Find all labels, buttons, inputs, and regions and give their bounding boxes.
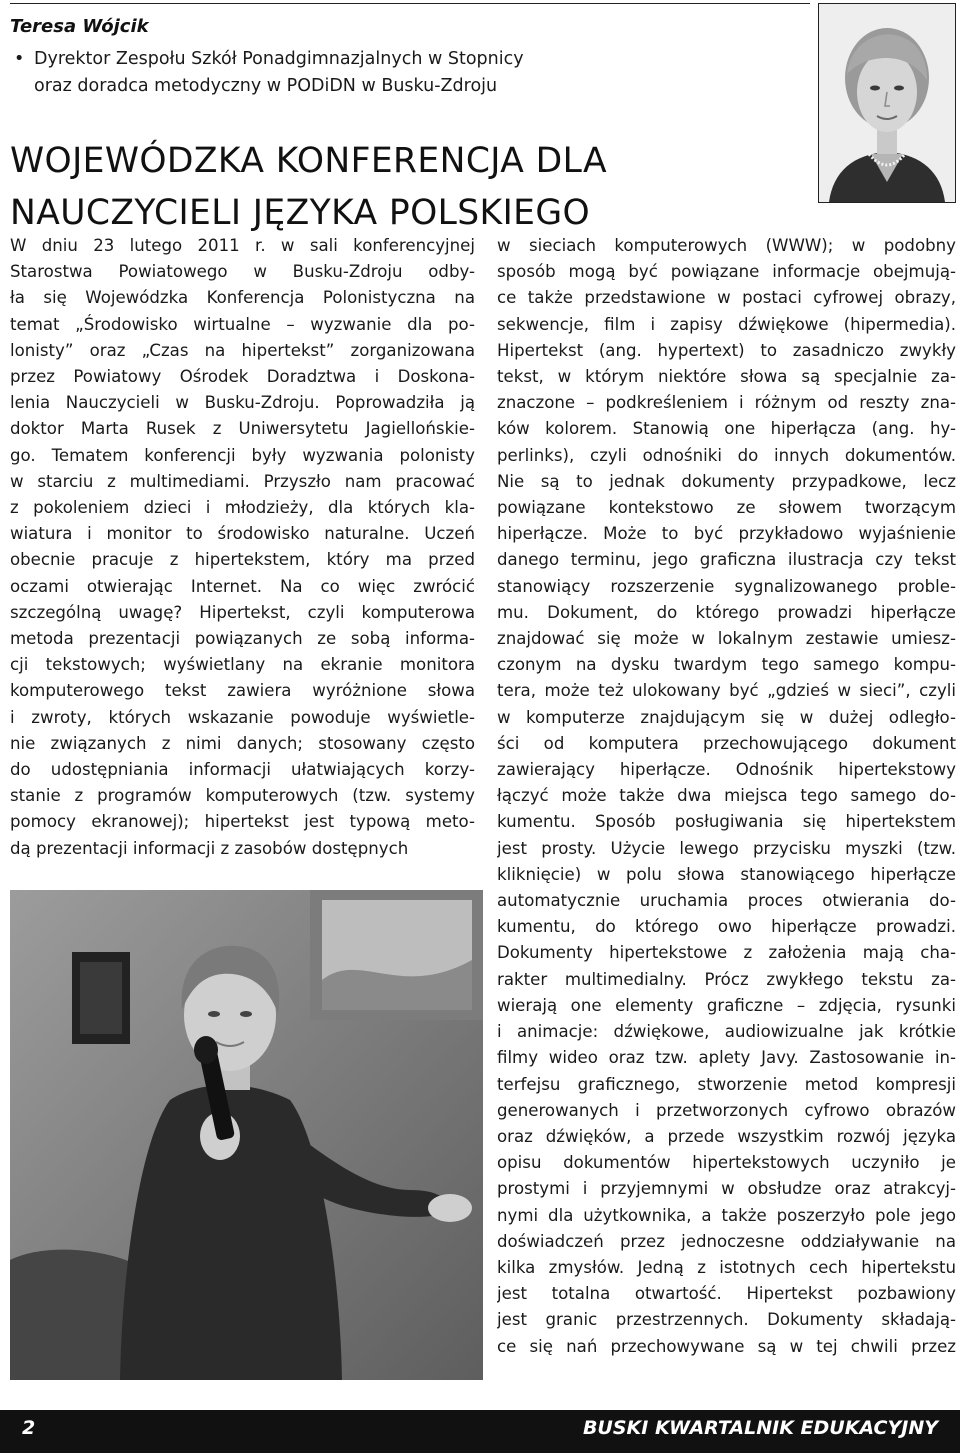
publication-title: BUSKI KWARTALNIK EDUKACYJNY <box>582 1417 938 1439</box>
text-line: hiperłącze. Może to być przykładowo wyjaśnienie <box>497 524 956 544</box>
text-line: wierają one elementy graficzne – zdjęcia, rysunki <box>497 995 956 1015</box>
text-line: stanie z programów komputerowych (tzw. systemy <box>10 786 475 806</box>
text-line: oczami otwierając Internet. Na co więc zwrócić <box>10 576 475 596</box>
article-column-left <box>10 233 475 862</box>
text-line: sekwencje, film i zapisy dźwiękowe (hipermedia). <box>497 314 956 334</box>
text-line: w komputerze znajdującym się w dużej odległo- <box>497 707 956 727</box>
author-portrait <box>818 3 956 203</box>
text-line: jest totalna otwartość. Hipertekst pozbawiony <box>497 1284 956 1304</box>
text-line: powiązane kontekstowo ze słowem tworzącym <box>497 498 956 518</box>
text-line: terfejsu graficznego, stworzenie metod kompresji <box>497 1074 956 1094</box>
text-line: Hipertekst (ang. hypertext) to zasadniczo zwykły <box>497 340 956 360</box>
text-line: cji tekstowych; wyświetlany na ekranie monitora <box>10 655 475 675</box>
text-line: tekst, w którym niektóre słowa są specjalnie za- <box>497 367 956 387</box>
text-line: ła się Wojewódzka Konferencja Polonistyczna na <box>10 288 475 308</box>
author-role <box>14 46 524 100</box>
text-line: komputerowego tekst zawiera wyróżnione słowa <box>10 681 475 701</box>
text-line: kumentu, do którego owo hiperłącze prowadzi. <box>497 917 956 937</box>
text-line: wiatura i monitor to środowisko naturalne. Uczeń <box>10 524 475 544</box>
text-line: łączyć może także dwa miejsca tego samego do- <box>497 786 956 806</box>
text-line: prostymi i przyjemnymi w obsłudze oraz atrakcyj- <box>497 1179 956 1199</box>
text-line: tera, może też ulokowany być „gdzieś w sieci”, czyli <box>497 681 956 701</box>
text-line: z pokoleniem dzieci i młodzieży, dla których kla- <box>10 498 475 518</box>
text-line: przez Powiatowy Ośrodek Doradztwa i Doskona- <box>10 367 475 387</box>
text-line: opisu dokumentów hipertekstowych uczyniło je <box>497 1153 956 1173</box>
text-line: W dniu 23 lutego 2011 r. w sali konferencyjnej <box>10 236 475 255</box>
text-line: do udostępniania informacji ułatwiających korzy- <box>10 760 475 780</box>
text-line: ce się nań przechowywane są w tej chwili przez <box>497 1336 956 1356</box>
speaker-with-microphone-photo-icon <box>10 890 483 1380</box>
article-column-right <box>497 233 956 1360</box>
portrait-photo-icon <box>819 4 955 202</box>
text-line: metoda prezentacji powiązanych ze sobą informa- <box>10 629 475 649</box>
article-headline <box>10 135 607 239</box>
text-line: ści od komputera przechowującego dokument <box>497 733 956 753</box>
text-line: jest prosty. Użycie lewego przycisku myszki (tzw. <box>497 838 956 858</box>
text-line: kilka zmysłów. Jedną z istotnych cech hipertekstu <box>497 1257 956 1277</box>
text-line: lonisty” oraz „Czas na hipertekst” zorganizowana <box>10 340 475 360</box>
text-line: filmy wideo oraz tzw. aplety Javy. Zastosowanie in- <box>497 1048 956 1068</box>
author-name: Teresa Wójcik <box>10 16 149 37</box>
text-line: dą prezentacji informacji z zasobów dostępnych <box>10 838 409 858</box>
text-line: znaczone – podkreśleniem i różnym od reszty zna- <box>497 393 956 413</box>
text-line: pomocy ekranowej); hipertekst jest typową meto- <box>10 812 475 832</box>
text-line: temat „Środowisko wirtualne – wyzwanie dla po- <box>10 314 475 334</box>
text-line: kumentu. Sposób posługiwania się hipertekstem <box>497 812 956 832</box>
text-line: generowanych i przetworzonych cyfrowo obrazów <box>497 1100 956 1120</box>
text-line: i animacje: dźwiękowe, audiowizualne jak krótkie <box>497 1022 956 1042</box>
text-line: jest granic przestrzennych. Dokumenty składają- <box>497 1310 956 1330</box>
top-rule <box>10 3 810 4</box>
author-role-line: Dyrektor Zespołu Szkół Ponadgimnazjalnych w Stopnicy <box>34 49 524 69</box>
text-line: perlinks), czyli odnośniki do innych dokumentów. <box>497 445 956 465</box>
text-line: oraz dźwięków, a przede wszystkim rozwój języka <box>497 1126 956 1146</box>
headline-line: NAUCZYCIELI JĘZYKA POLSKIEGO <box>10 193 591 234</box>
text-line: nie związanych z nimi danych; stosowany często <box>10 733 475 753</box>
text-line: w sieciach komputerowych (WWW); w podobny <box>497 236 956 255</box>
text-line: obecnie pracuje z hipertekstem, który ma przed <box>10 550 475 570</box>
author-role-line: oraz doradca metodyczny w PODiDN w Busku-Zdroju <box>34 76 498 96</box>
text-line: w starciu z multimediami. Przyszło nam pracować <box>10 471 475 491</box>
text-line: nymi dla użytkownika, a także poszerzyło pole jego <box>497 1205 956 1225</box>
page-number: 2 <box>22 1417 36 1439</box>
text-line: czonym na dysku twardym tego samego kompu- <box>497 655 956 675</box>
text-line: automatycznie uruchamia proces otwierania do- <box>497 891 956 911</box>
text-line: ków kolorem. Stanowią one hiperłącza (ang. hy- <box>497 419 956 439</box>
text-line: go. Tematem konferencji były wyzwania polonisty <box>10 445 475 465</box>
text-line: zawierający hiperłącze. Odnośnik hipertekstowy <box>497 760 956 780</box>
text-line: i zwroty, których wskazanie powoduje wyświetle- <box>10 707 475 727</box>
text-line: doktor Marta Rusek z Uniwersytetu Jagiellońskie- <box>10 419 475 439</box>
bullet-icon: • <box>14 49 25 69</box>
headline-line: WOJEWÓDZKA KONFERENCJA DLA <box>10 141 608 182</box>
text-line: znajdować się może w lokalnym zestawie umiesz- <box>497 629 956 649</box>
text-line: Nie są to jednak dokumenty przypadkowe, lecz <box>497 471 956 491</box>
text-line: stanowiący rozszerzenie sygnalizowanego proble- <box>497 576 956 596</box>
text-line: rakter multimedialny. Prócz zwykłego tekstu za- <box>497 969 956 989</box>
text-line: kliknięcie) w polu słowa stanowiącego hiperłącze <box>497 864 956 884</box>
text-line: ce także przedstawione w postaci cyfrowej obrazy, <box>497 288 956 308</box>
text-line: danego terminu, jego graficzna ilustracja czy tekst <box>497 550 956 570</box>
text-line: mu. Dokument, do którego prowadzi hiperłącze <box>497 602 956 622</box>
text-line: Starostwa Powiatowego w Busku-Zdroju odby- <box>10 262 475 282</box>
text-line: doświadczeń przez jednoczesne oddziaływanie na <box>497 1231 956 1251</box>
text-line: lenia Nauczycieli w Busku-Zdroju. Poprowadziła ją <box>10 393 475 413</box>
text-line: szczególną uwagę? Hipertekst, czyli komputerowa <box>10 602 475 622</box>
text-line: Dokumenty hipertekstowe z założenia mają cha- <box>497 943 956 963</box>
text-line: sposób mogą być powiązane informacje obejmują- <box>497 262 956 282</box>
speaker-photo <box>10 890 483 1380</box>
